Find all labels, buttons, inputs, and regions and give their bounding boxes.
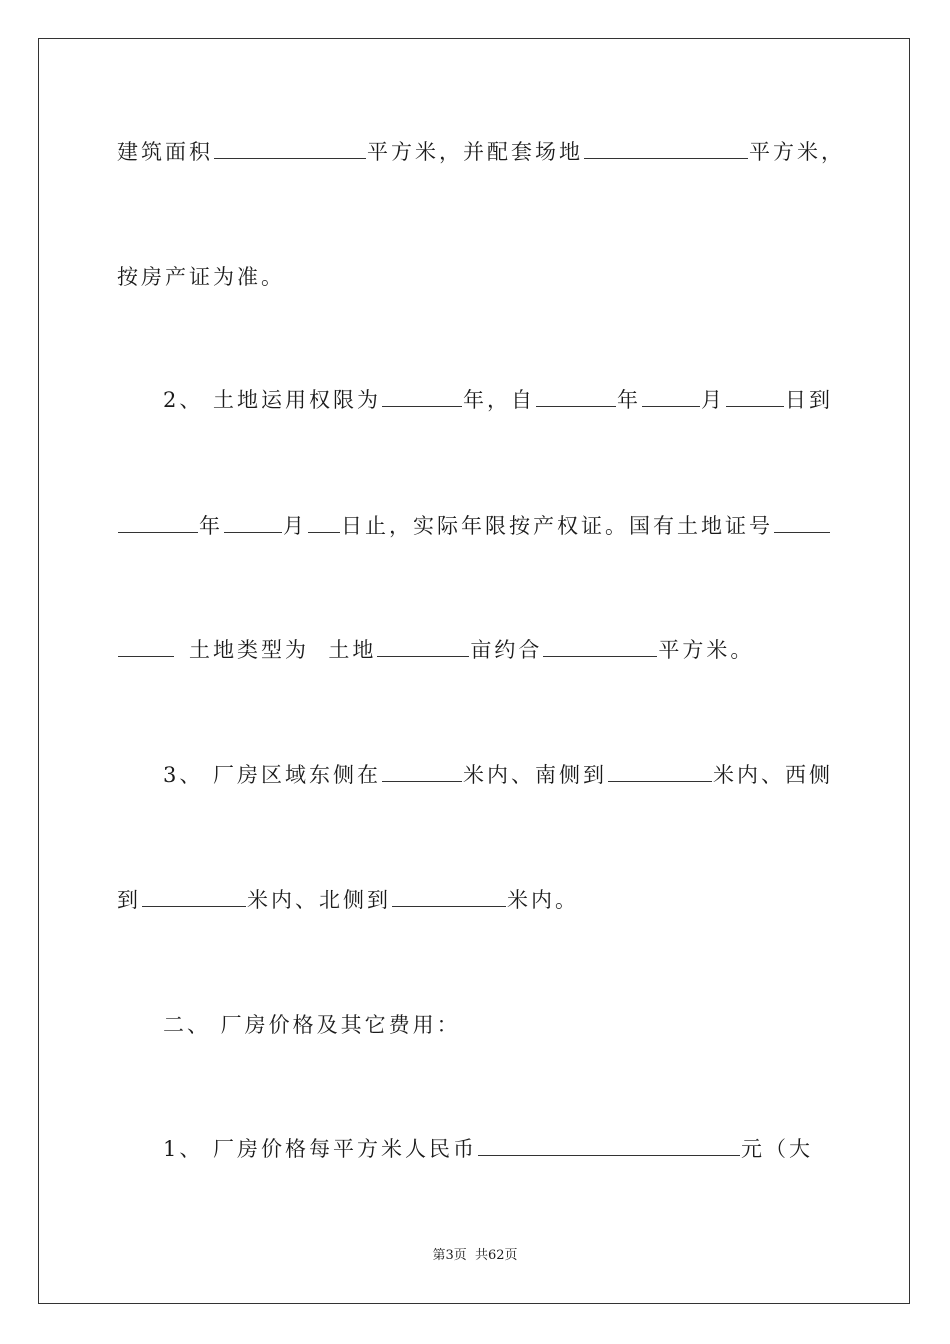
text-segment: 亩约合 <box>470 638 543 662</box>
fill-blank <box>478 1133 740 1156</box>
text-line-5 <box>117 634 754 665</box>
fill-blank <box>392 884 506 907</box>
text-line-4 <box>117 510 831 541</box>
text-line-2 <box>117 262 285 292</box>
text-line-9 <box>163 1133 813 1164</box>
text-segment: 2、 土地运用权限为 <box>163 388 382 412</box>
fill-blank <box>142 884 246 907</box>
text-segment: 建筑面积 <box>117 140 213 164</box>
text-segment: 日到 <box>785 388 834 412</box>
text-segment: 元（大 <box>741 1137 814 1161</box>
fill-blank <box>118 510 198 533</box>
text-segment: 米内、北侧到 <box>247 888 391 912</box>
text-segment: 米内、西侧 <box>713 763 834 787</box>
fill-blank <box>308 510 340 533</box>
fill-blank <box>584 136 748 159</box>
fill-blank <box>214 136 366 159</box>
section-heading <box>163 1010 461 1040</box>
text-segment: 月 <box>283 514 307 538</box>
text-line-1 <box>117 136 845 167</box>
text-segment: 按房产证为准。 <box>117 265 285 289</box>
text-segment: 年，自 <box>463 388 536 412</box>
text-segment: 到 <box>117 888 141 912</box>
text-segment: 月 <box>701 388 726 412</box>
fill-blank <box>726 384 784 407</box>
text-segment: 土地类型为 土地 <box>189 638 377 662</box>
text-segment: 年 <box>617 388 642 412</box>
text-segment: 平方米，并配套场地 <box>367 140 583 164</box>
page-footer <box>0 1247 950 1265</box>
fill-blank <box>377 634 469 657</box>
text-segment: 二、 厂房价格及其它费用： <box>163 1013 461 1037</box>
fill-blank <box>224 510 282 533</box>
text-segment: 1、 厂房价格每平方米人民币 <box>163 1137 478 1161</box>
fill-blank <box>118 634 174 657</box>
text-line-7 <box>117 884 579 915</box>
text-line-6 <box>163 759 833 790</box>
text-segment: 平方米。 <box>658 638 755 662</box>
text-segment: 平方米， <box>749 140 845 164</box>
fill-blank <box>382 759 462 782</box>
text-line-3 <box>163 384 833 415</box>
fill-blank <box>642 384 700 407</box>
fill-blank <box>774 510 830 533</box>
text-segment: 3、 厂房区域东侧在 <box>163 763 382 787</box>
fill-blank <box>543 634 657 657</box>
fill-blank <box>608 759 712 782</box>
text-segment: 米内、南侧到 <box>463 763 608 787</box>
page-number: 第3页 <box>432 1248 467 1263</box>
fill-blank <box>382 384 462 407</box>
text-segment: 米内。 <box>507 888 579 912</box>
fill-blank <box>536 384 616 407</box>
page-total: 共62页 <box>474 1248 518 1263</box>
text-segment: 日止，实际年限按产权证。国有土地证号 <box>341 514 773 538</box>
page-frame <box>38 38 910 1304</box>
text-segment: 年 <box>199 514 223 538</box>
